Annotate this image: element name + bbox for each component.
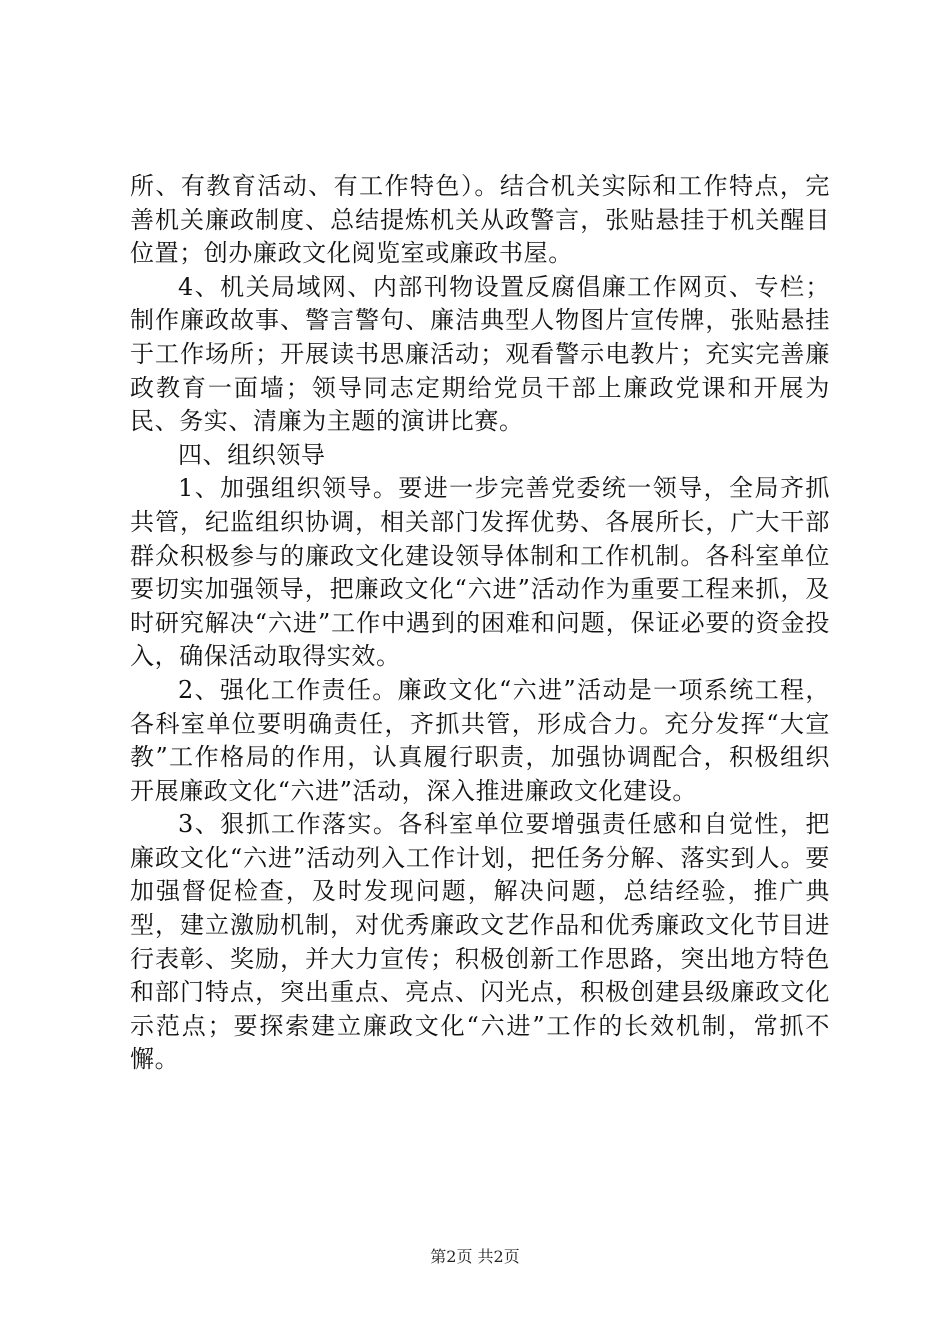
paragraph-item-1: 1、加强组织领导。要进一步完善党委统一领导，全局齐抓共管，纪监组织协调，相关部门发挥优势、各展所长，广大干部群众积极参与的廉政文化建设领导体制和工作机制。各科室单位要切实加强领导，把廉政文化“六进”活动作为重要工程来抓，及时研究解决“六进”工作中遇到的困难和问题，保证必要的资金投入，确保活动取得实效。 xyxy=(130,474,830,671)
paragraph-item-4: 4、机关局域网、内部刊物设置反腐倡廉工作网页、专栏；制作廉政故事、警言警句、廉洁典型人物图片宣传牌，张贴悬挂于工作场所；开展读书思廉活动；观看警示电教片；充实完善廉政教育一面墙；领导同志定期给党员干部上廉政党课和开展为民、务实、清廉为主题的演讲比赛。 xyxy=(130,272,830,436)
page-number-label: 第2页 共2页 xyxy=(430,1247,520,1266)
document-body xyxy=(130,170,830,1077)
page-footer xyxy=(0,1244,950,1267)
paragraph-continuation: 所、有教育活动、有工作特色）。结合机关实际和工作特点，完善机关廉政制度、总结提炼机关从政警言，张贴悬挂于机关醒目位置；创办廉政文化阅览室或廉政书屋。 xyxy=(130,172,830,268)
paragraph-item-3: 3、狠抓工作落实。各科室单位要增强责任感和自觉性，把廉政文化“六进”活动列入工作计划，把任务分解、落实到人。要加强督促检查，及时发现问题，解决问题，总结经验，推广典型，建立激励机制，对优秀廉政文艺作品和优秀廉政文化节目进行表彰、奖励，并大力宣传；积极创新工作思路，突出地方特色和部门特点，突出重点、亮点、闪光点，积极创建县级廉政文化示范点；要探索建立廉政文化“六进”工作的长效机制，常抓不懈。 xyxy=(130,810,830,1074)
paragraph-item-2: 2、强化工作责任。廉政文化“六进”活动是一项系统工程，各科室单位要明确责任，齐抓共管，形成合力。充分发挥“大宣教”工作格局的作用，认真履行职责，加强协调配合，积极组织开展廉政文化“六进”活动，深入推进廉政文化建设。 xyxy=(130,675,830,805)
section-heading-organization: 四、组织领导 xyxy=(178,440,326,469)
